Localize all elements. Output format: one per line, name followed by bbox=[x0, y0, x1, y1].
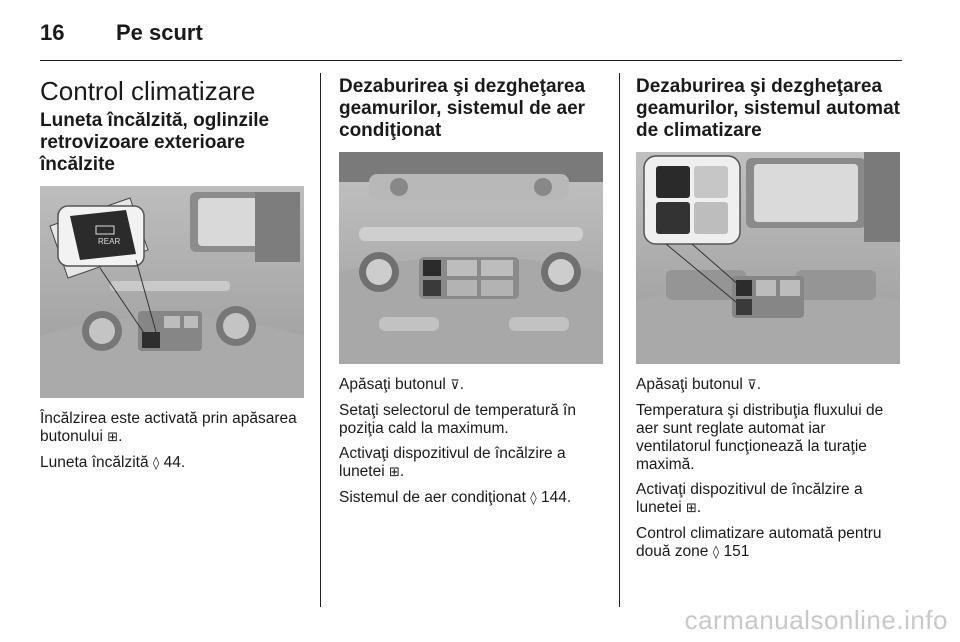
figure-ac-panel bbox=[339, 152, 603, 364]
subhead-defog-ac: Dezaburirea şi dezgheţarea geamurilor, sistemul de aer condiţionat bbox=[339, 76, 586, 141]
figure-rear-window-button bbox=[40, 186, 304, 398]
subhead-defog-auto-climate: Dezaburirea şi dezgheţarea geamurilor, sistemul automat de climatizare bbox=[636, 76, 900, 141]
paragraph: Temperatura şi distribuţia fluxului de aer sunt reglate automat iar ventilatorul funcţionează la turaţie maximă. bbox=[636, 402, 884, 473]
page-reference-icon: ◊ bbox=[530, 491, 537, 506]
paragraph-reference: Control climatizare automată pentru două zone ◊ 151 bbox=[636, 525, 882, 560]
figure-auto-climate-panel bbox=[636, 152, 900, 364]
page-number: 16 bbox=[40, 20, 65, 45]
column-divider bbox=[619, 73, 620, 607]
paragraph-reference: Luneta încălzită ◊ 44. bbox=[40, 454, 186, 471]
rear-defrost-icon: ⊞ bbox=[107, 430, 119, 445]
paragraph: Apăsaţi butonul ⊽. bbox=[636, 376, 761, 393]
rear-defrost-icon: ⊞ bbox=[389, 465, 400, 480]
page-header bbox=[40, 14, 902, 58]
subhead-heated-rear-window: Luneta încălzită, oglinzile retrovizoare exterioare încălzite bbox=[40, 110, 270, 175]
paragraph: Activaţi dispozitivul de încălzire a lunetei ⊞. bbox=[339, 445, 566, 480]
page-reference-icon: ◊ bbox=[712, 545, 720, 560]
column-3 bbox=[636, 76, 902, 569]
windscreen-defrost-icon: ⊽ bbox=[747, 378, 757, 393]
column-1 bbox=[40, 76, 304, 480]
column-divider bbox=[320, 73, 321, 607]
paragraph: Încălzirea este activată prin apăsarea butonului ⊞. bbox=[40, 410, 297, 445]
watermark: carmanualsonline.info bbox=[684, 605, 948, 635]
section-title: Control climatizare bbox=[40, 76, 256, 106]
paragraph: Setaţi selectorul de temperatură în poziţia cald la maximum. bbox=[339, 402, 576, 437]
paragraph: Apăsaţi butonul ⊽. bbox=[339, 376, 464, 393]
column-2 bbox=[339, 76, 603, 515]
header-rule bbox=[40, 60, 902, 61]
paragraph: Activaţi dispozitivul de încălzire a lunetei ⊞. bbox=[636, 481, 863, 516]
rear-defrost-icon: ⊞ bbox=[686, 501, 697, 516]
windscreen-defrost-icon: ⊽ bbox=[450, 378, 460, 393]
paragraph-reference: Sistemul de aer condiţionat ◊ 144. bbox=[339, 489, 572, 506]
svg-text:REAR: REAR bbox=[98, 237, 121, 246]
running-title: Pe scurt bbox=[116, 20, 203, 45]
page-reference-icon: ◊ bbox=[152, 456, 160, 471]
